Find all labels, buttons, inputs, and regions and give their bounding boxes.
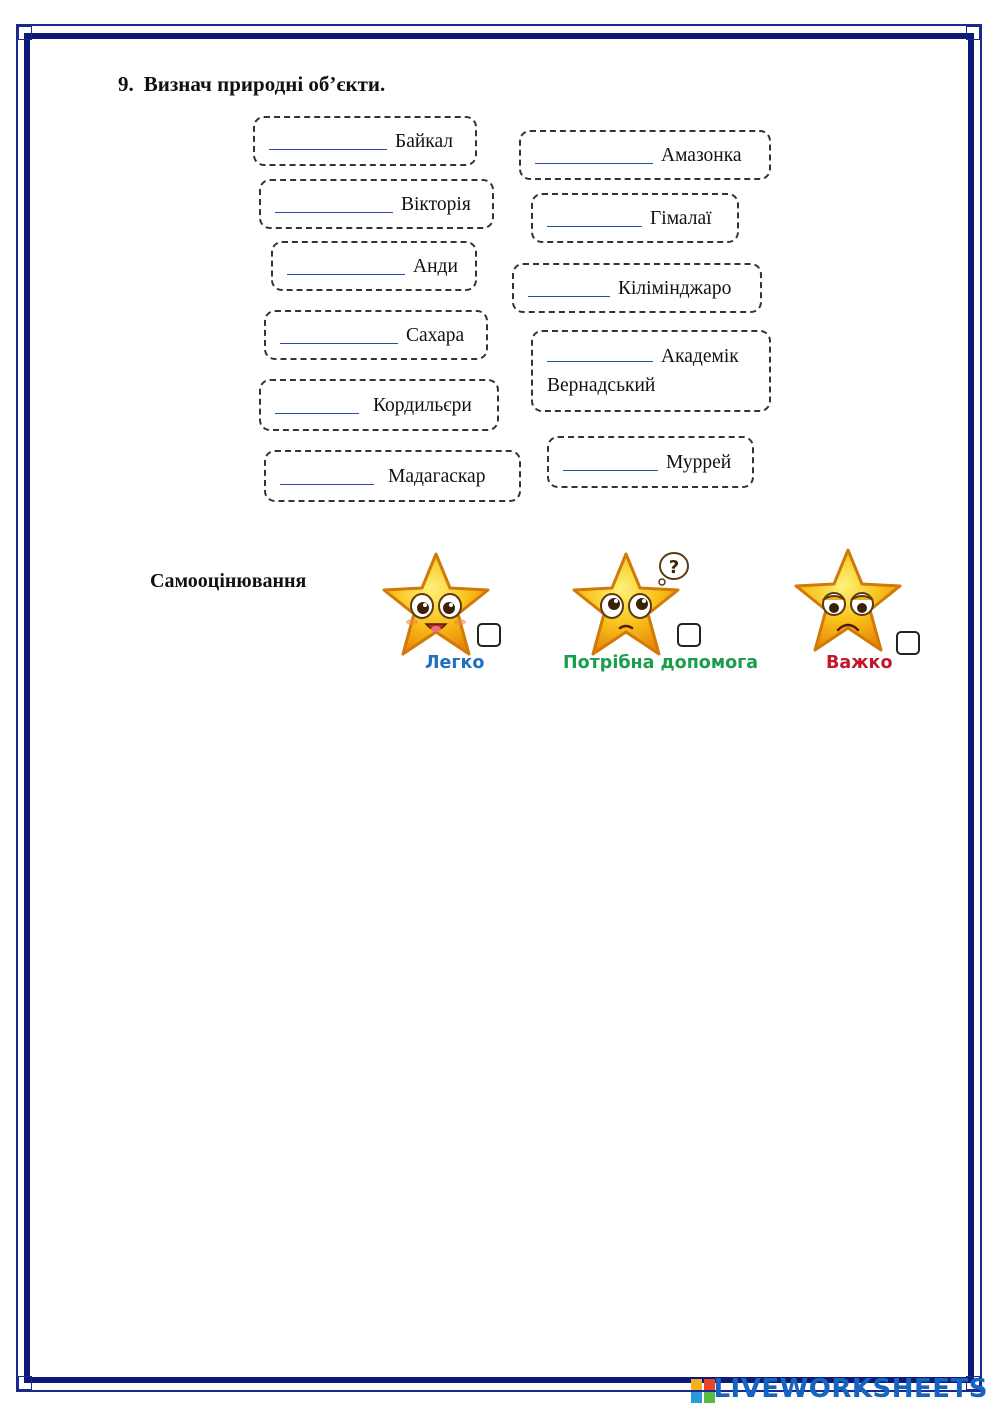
border-corner-ornament — [18, 1376, 32, 1390]
answer-box-akademik-vernadskyi — [531, 330, 771, 412]
answer-blank[interactable] — [547, 210, 642, 227]
self-assessment-label: Самооцінювання — [150, 570, 307, 592]
item-label: Академік Вернадський — [547, 346, 739, 396]
answer-box-amazonka — [519, 130, 771, 180]
need-help-checkbox[interactable] — [677, 623, 701, 647]
svg-text:?: ? — [668, 557, 680, 578]
answer-box-baikal — [253, 116, 477, 166]
answer-blank[interactable] — [547, 345, 653, 362]
easy-checkbox[interactable] — [477, 623, 501, 647]
item-label: Сахара — [406, 324, 465, 346]
answer-blank[interactable] — [280, 468, 374, 485]
answer-box-kordylieri — [259, 379, 499, 431]
hard-checkbox[interactable] — [896, 631, 920, 655]
item-label: Байкал — [395, 130, 454, 152]
answer-box-himalai — [531, 193, 739, 243]
answer-box-madagaskar — [264, 450, 521, 502]
answer-blank[interactable] — [269, 133, 387, 150]
answer-blank[interactable] — [563, 454, 658, 471]
sad-star-icon — [790, 546, 908, 658]
answer-blank[interactable] — [528, 280, 610, 297]
answer-blank[interactable] — [275, 397, 359, 414]
answer-box-viktoriia — [259, 179, 494, 229]
answer-blank[interactable] — [275, 196, 393, 213]
answer-box-andy — [271, 241, 477, 291]
easy-caption: Легко — [425, 653, 485, 673]
item-label: Кордильєри — [373, 394, 472, 416]
happy-star-icon — [378, 550, 494, 662]
answer-box-sakhara — [264, 310, 488, 360]
thinking-star-icon — [570, 548, 692, 662]
item-label: Муррей — [666, 451, 732, 473]
answer-box-kilimandzharo — [512, 263, 762, 313]
brand-wordmark: LIVEWORKSHEETS — [713, 1374, 988, 1404]
answer-box-murrei — [547, 436, 754, 488]
need-help-caption: Потрібна допомога — [563, 653, 759, 673]
border-corner-ornament — [966, 26, 980, 40]
border-corner-ornament — [18, 26, 32, 40]
item-label: Мадагаскар — [388, 465, 486, 487]
hard-caption: Важко — [826, 653, 893, 673]
item-label: Анди — [413, 255, 458, 277]
liveworksheets-logo-icon — [690, 1378, 716, 1404]
answer-blank[interactable] — [287, 258, 405, 275]
item-label: Вікторія — [401, 193, 471, 215]
item-label: Кілімінджаро — [618, 277, 732, 299]
answer-blank[interactable] — [535, 147, 653, 164]
task-title-text: Визнач природні об’єкти. — [143, 72, 386, 96]
task-title — [118, 72, 385, 97]
item-label: Гімалаї — [650, 207, 712, 229]
answer-blank[interactable] — [280, 327, 398, 344]
item-label: Амазонка — [661, 144, 742, 166]
page-border-inner — [24, 33, 974, 1383]
task-number: 9. — [118, 72, 134, 96]
